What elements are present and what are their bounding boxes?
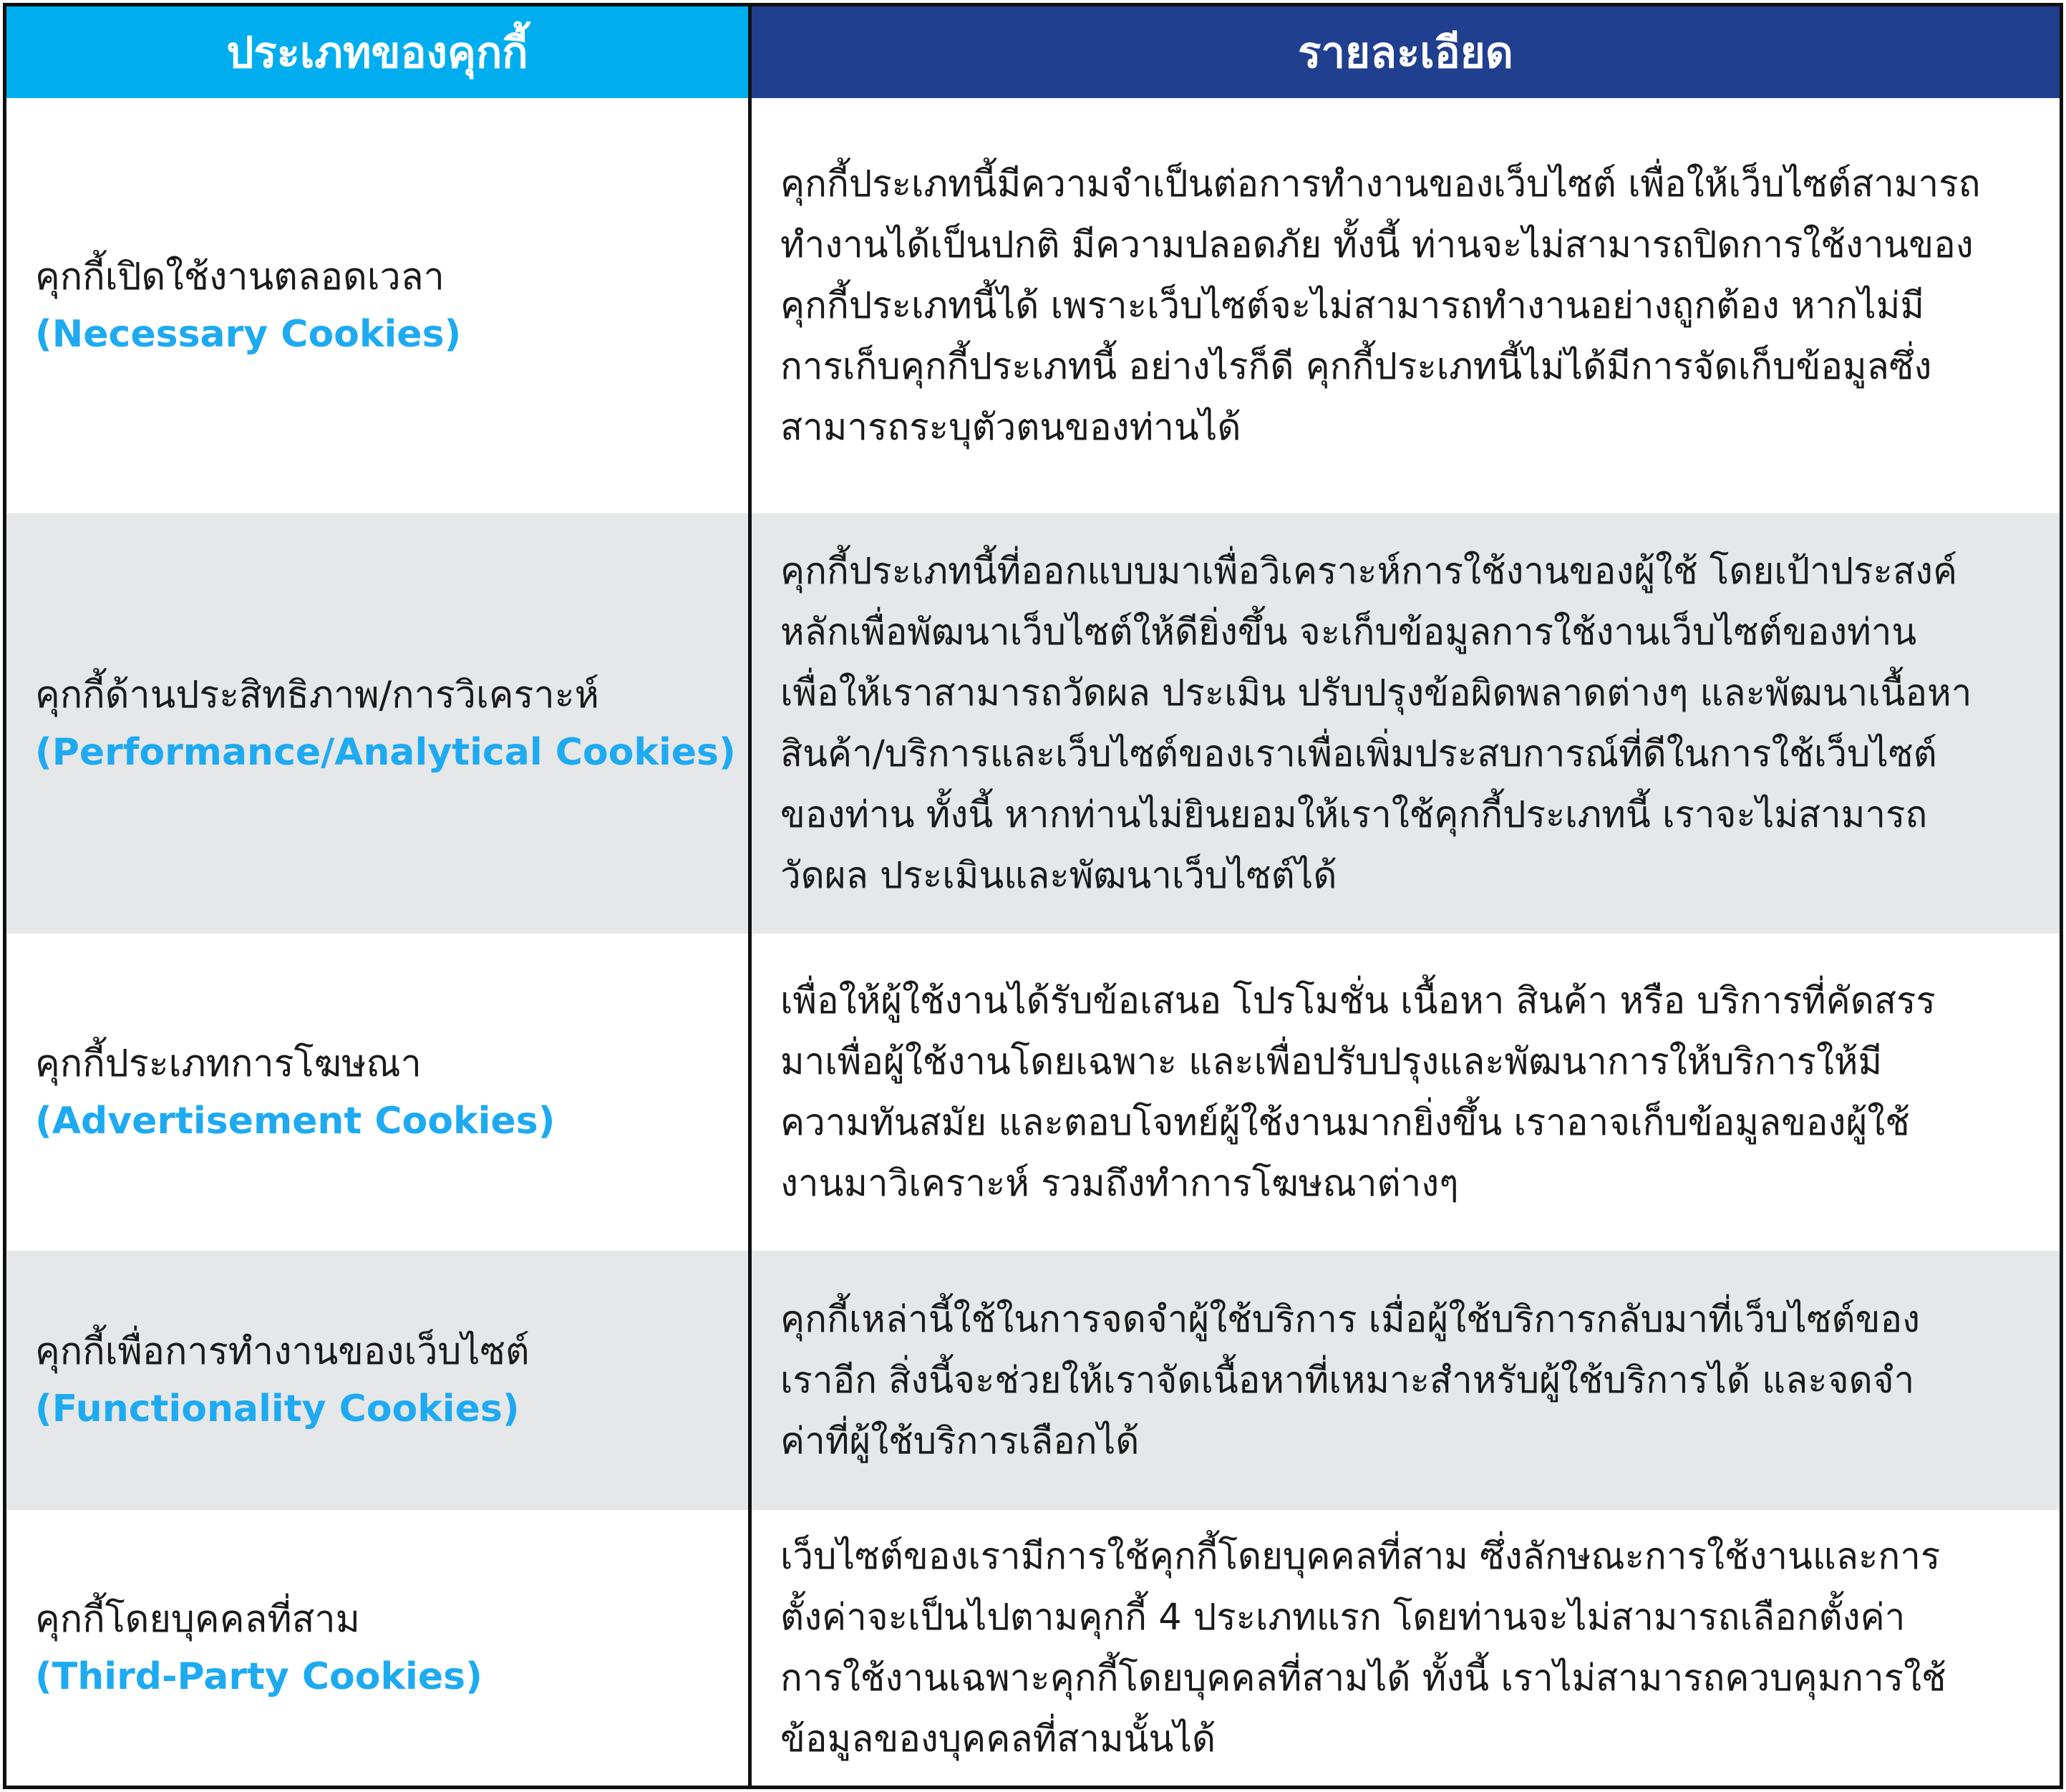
cookie-type-cell <box>6 934 752 1251</box>
table-header <box>6 6 2060 98</box>
cookie-type-english: (Functionality Cookies) <box>35 1387 520 1430</box>
detail-line: การเก็บคุกกี้ประเภทนี้ อย่างไรก็ดี คุกกี้ประเภทนี้ไม่ได้มีการจัดเก็บข้อมูลซึ่ง <box>780 345 1932 388</box>
detail-line: สินค้า/บริการและเว็บไซต์ของเราเพื่อเพิ่มประสบการณ์ที่ดีในการใช้เว็บไซต์ <box>780 732 1937 775</box>
table-row-necessary <box>6 98 2060 513</box>
detail-line: ค่าที่ผู้ใช้บริการเลือกได้ <box>780 1420 1140 1463</box>
detail-line: หลักเพื่อพัฒนาเว็บไซต์ให้ดียิ่งขึ้น จะเก็บข้อมูลการใช้งานเว็บไซต์ของท่าน <box>780 611 1917 654</box>
detail-line: ข้อมูลของบุคคลที่สามนั้นได้ <box>780 1718 1216 1760</box>
cookie-type-thai: คุกกี้ด้านประสิทธิภาพ/การวิเคราะห์ <box>35 673 599 717</box>
detail-line: เราอีก สิ่งนี้จะช่วยให้เราจัดเนื้อหาที่เหมาะสำหรับผู้ใช้บริการได้ และจดจำ <box>780 1359 1915 1402</box>
cookie-detail-cell <box>752 98 2060 513</box>
cookie-type-english: (Performance/Analytical Cookies) <box>35 730 736 774</box>
cookie-type-thai: คุกกี้เปิดใช้งานตลอดเวลา <box>35 256 445 299</box>
detail-line: ทำงานได้เป็นปกติ มีความปลอดภัย ทั้งนี้ ท่านจะไม่สามารถปิดการใช้งานของ <box>780 223 1974 266</box>
table-row-functionality <box>6 1251 2060 1510</box>
cookie-type-thai: คุกกี้โดยบุคคลที่สาม <box>35 1597 360 1641</box>
header-details: รายละเอียด <box>752 6 2060 98</box>
table-row-advertisement <box>6 934 2060 1251</box>
cookie-type-english: (Necessary Cookies) <box>35 313 462 356</box>
table-row-third-party <box>6 1510 2060 1786</box>
detail-line: เว็บไซต์ของเรามีการใช้คุกกี้โดยบุคคลที่สาม ซึ่งลักษณะการใช้งานและการ <box>780 1535 1941 1578</box>
detail-line: สามารถระบุตัวตนของท่านได้ <box>780 406 1241 449</box>
cookie-type-english: (Third-Party Cookies) <box>35 1655 482 1698</box>
cookie-type-cell <box>6 1510 752 1786</box>
cookie-detail-cell <box>752 513 2060 934</box>
detail-line: ของท่าน ทั้งนี้ หากท่านไม่ยินยอมให้เราใช้คุกกี้ประเภทนี้ เราจะไม่สามารถ <box>780 793 1928 836</box>
detail-line: เพื่อให้เราสามารถวัดผล ประเมิน ปรับปรุงข้อผิดพลาดต่างๆ และพัฒนาเนื้อหา <box>780 672 1972 715</box>
detail-line: คุกกี้ประเภทนี้ที่ออกแบบมาเพื่อวิเคราะห์การใช้งานของผู้ใช้ โดยเป้าประสงค์ <box>780 550 1958 593</box>
cookie-type-cell <box>6 1251 752 1510</box>
detail-line: ความทันสมัย และตอบโจทย์ผู้ใช้งานมากยิ่งขึ้น เราอาจเก็บข้อมูลของผู้ใช้ <box>780 1101 1910 1144</box>
cookie-detail-cell <box>752 1510 2060 1786</box>
cookie-type-cell <box>6 513 752 934</box>
cookie-type-english: (Advertisement Cookies) <box>35 1099 556 1143</box>
detail-line: งานมาวิเคราะห์ รวมถึงทำการโฆษณาต่างๆ <box>780 1162 1459 1205</box>
detail-line: คุกกี้ประเภทนี้ได้ เพราะเว็บไซต์จะไม่สามารถทำงานอย่างถูกต้อง หากไม่มี <box>780 284 1925 327</box>
cookie-type-thai: คุกกี้เพื่อการทำงานของเว็บไซต์ <box>35 1330 530 1373</box>
cookie-detail-cell <box>752 1251 2060 1510</box>
cookie-detail-cell <box>752 934 2060 1251</box>
detail-line: เพื่อให้ผู้ใช้งานได้รับข้อเสนอ โปรโมชั่น เนื้อหา สินค้า หรือ บริการที่คัดสรร <box>780 979 1936 1022</box>
header-cookie-type: ประเภทของคุกกี้ <box>6 6 752 98</box>
detail-line: มาเพื่อผู้ใช้งานโดยเฉพาะ และเพื่อปรับปรุงและพัฒนาการให้บริการให้มี <box>780 1040 1883 1083</box>
cookie-types-table <box>3 3 2063 1789</box>
detail-line: ตั้งค่าจะเป็นไปตามคุกกี้ 4 ประเภทแรก โดยท่านจะไม่สามารถเลือกตั้งค่า <box>780 1596 1906 1639</box>
table-row-performance <box>6 513 2060 934</box>
detail-line: การใช้งานเฉพาะคุกกี้โดยบุคคลที่สามได้ ทั้งนี้ เราไม่สามารถควบคุมการใช้ <box>780 1657 1946 1700</box>
detail-line: คุกกี้ประเภทนี้มีความจำเป็นต่อการทำงานของเว็บไซต์ เพื่อให้เว็บไซต์สามารถ <box>780 163 1981 205</box>
cookie-type-cell <box>6 98 752 513</box>
detail-line: คุกกี้เหล่านี้ใช้ในการจดจำผู้ใช้บริการ เมื่อผู้ใช้บริการกลับมาที่เว็บไซต์ของ <box>780 1298 1921 1341</box>
detail-line: วัดผล ประเมินและพัฒนาเว็บไซต์ได้ <box>780 854 1337 897</box>
cookie-type-thai: คุกกี้ประเภทการโฆษณา <box>35 1042 422 1085</box>
